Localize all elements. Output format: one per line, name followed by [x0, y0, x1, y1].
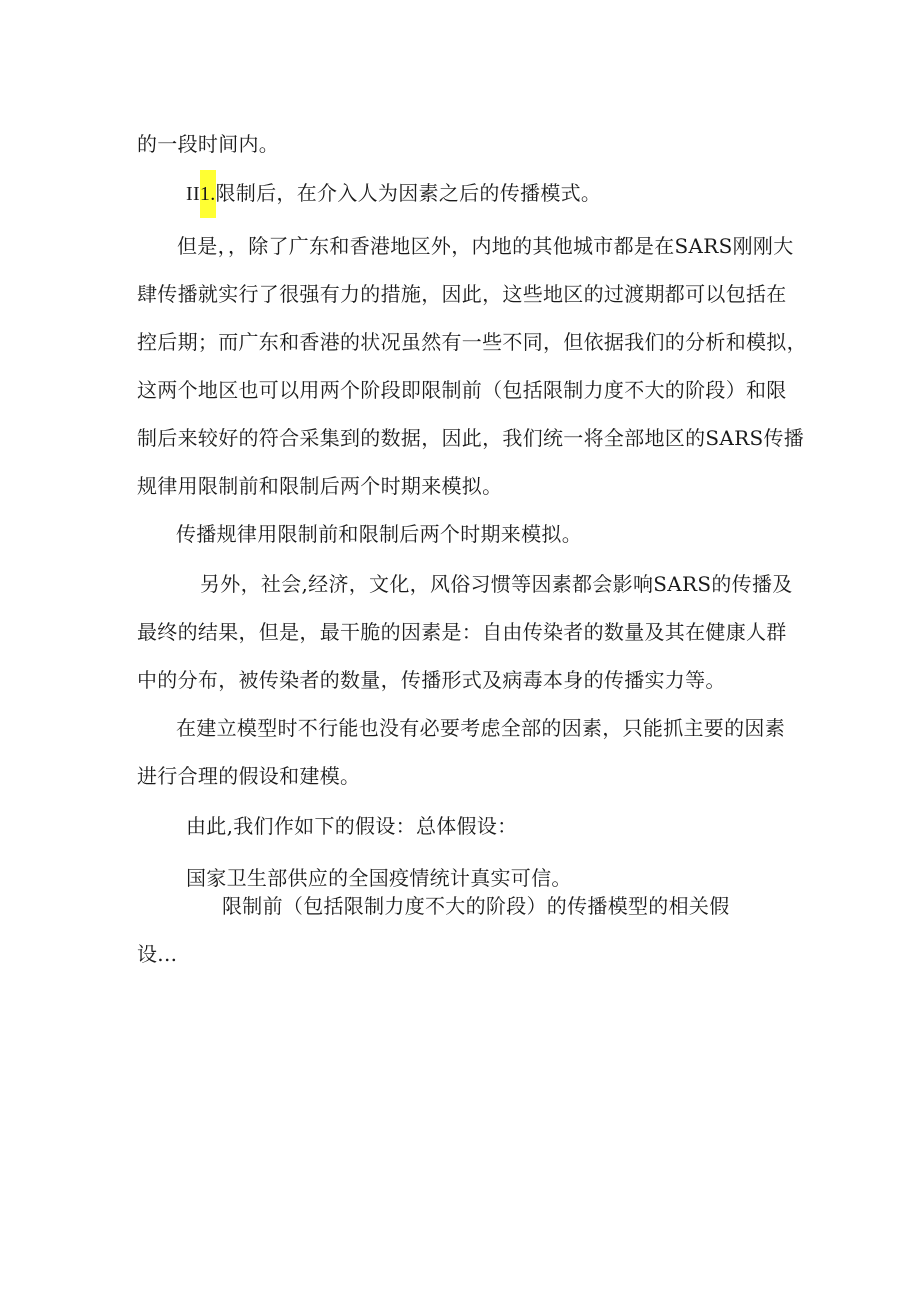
paragraph-line: 限制前（包括限制力度不大的阶段）的传播模型的相关假 [222, 894, 730, 918]
paragraph-line: 传播规律用限制前和限制后两个时期来模拟。 [176, 522, 582, 546]
paragraph-line: 另外，社会,经济，文化，风俗习惯等因素都会影响SARS的传播及 [200, 572, 793, 596]
highlighted-list-number: 1. [200, 170, 216, 218]
paragraph-line: 中的分布，被传染者的数量，传播形式及病毒本身的传播实力等。 [137, 668, 726, 692]
paragraph-line: 进行合理的假设和建模。 [137, 764, 361, 788]
paragraph-line: 最终的结果，但是，最干脆的因素是：自由传染者的数量及其在健康人群 [137, 620, 787, 644]
list-item-text: 限制后，在介入人为因素之后的传播模式。 [215, 181, 602, 205]
paragraph-line: 的一段时间内。 [137, 132, 280, 156]
paragraph-line: 规律用限制前和限制后两个时期来模拟。 [137, 474, 503, 498]
paragraph-line: 肆传播就实行了很强有力的措施，因此，这些地区的过渡期都可以包括在 [137, 282, 787, 306]
paragraph-line: 这两个地区也可以用两个阶段即限制前（包括限制力度不大的阶段）和限 [137, 378, 787, 402]
paragraph-line: 但是，，除了广东和香港地区外，内地的其他城市都是在SARS刚刚大 [177, 234, 794, 258]
paragraph-line: 由此,我们作如下的假设：总体假设： [186, 814, 518, 838]
paragraph-line: 控后期；而广东和香港的状况虽然有一些不同，但依据我们的分析和模拟， [137, 330, 807, 354]
paragraph-line: 在建立模型时不行能也没有必要考虑全部的因素，只能抓主要的因素 [176, 716, 785, 740]
list-item-prefix: II [186, 183, 200, 205]
paragraph-line: 国家卫生部供应的全国疫情统计真实可信。 [186, 866, 572, 890]
list-item [186, 170, 601, 218]
paragraph-line: 制后来较好的符合采集到的数据，因此，我们统一将全部地区的SARS传播 [137, 426, 805, 450]
paragraph-line: 设... [137, 942, 178, 966]
